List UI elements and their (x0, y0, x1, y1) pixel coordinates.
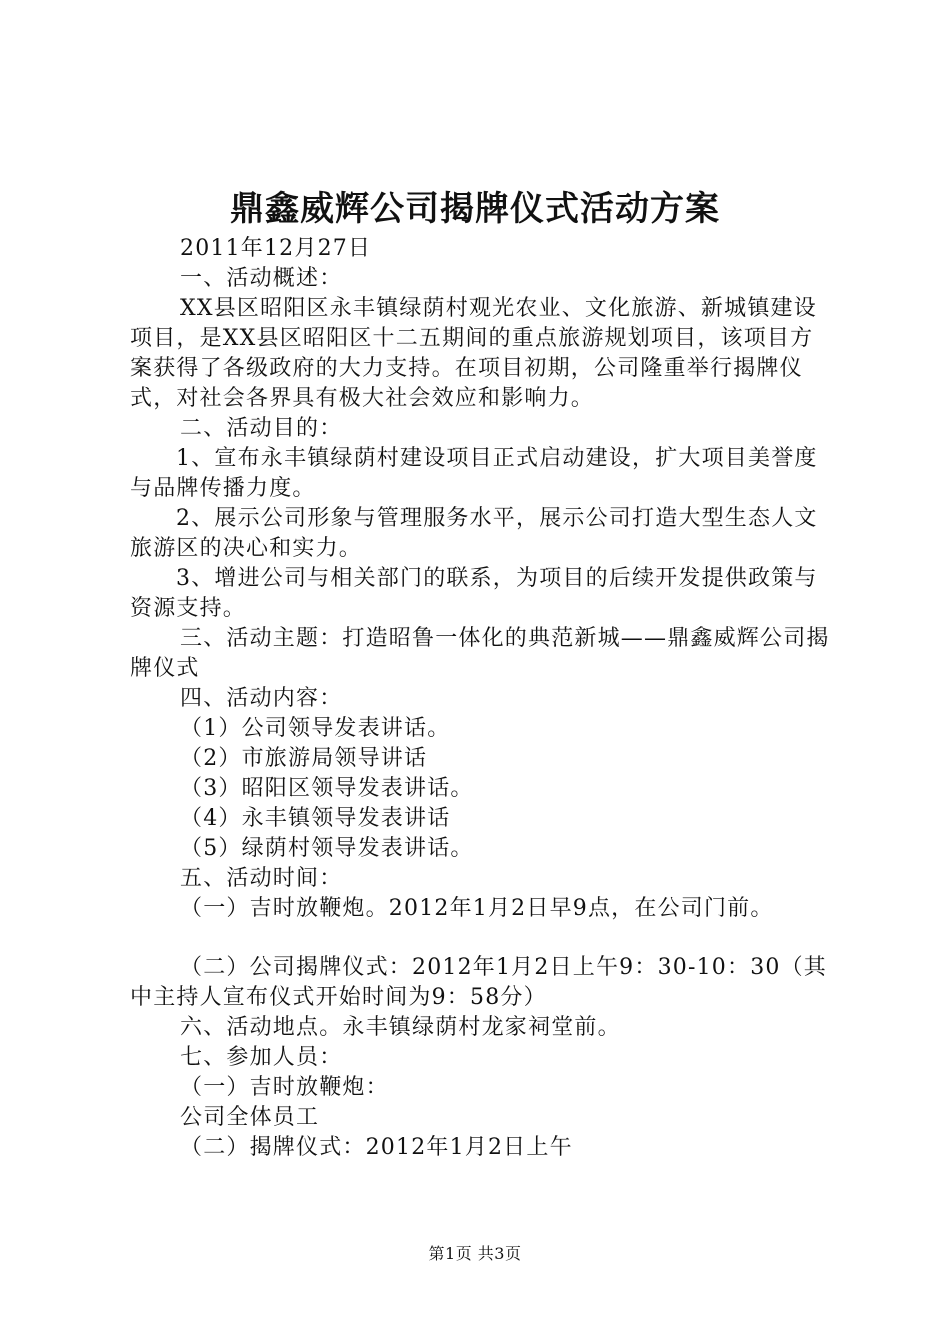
attendees-item-1-detail: 公司全体员工 (180, 1105, 320, 1130)
time-item-1: （一）吉时放鞭炮。2012年1月2日早9点，在公司门前。 (180, 896, 774, 921)
overview-paragraph: XX县区昭阳区永丰镇绿荫村观光农业、文化旅游、新城镇建设项目，是XX县区昭阳区十二五期间的重点旅游规划项目，该项目方案获得了各级政府的大力支持。在项目初期，公司隆重举行揭牌仪式，对社会各界具有极大社会效应和影响力。 (130, 296, 817, 411)
section-heading-overview: 一、活动概述： (180, 266, 343, 291)
attendees-item-2: （二）揭牌仪式：2012年1月2日上午 (180, 1135, 573, 1160)
page-indicator: 第1页 共3页 (428, 1244, 522, 1263)
section-heading-time: 五、活动时间： (180, 866, 343, 891)
content-item-4: （4）永丰镇领导发表讲话 (180, 806, 451, 831)
purpose-item-2: 2、展示公司形象与管理服务水平，展示公司打造大型生态人文旅游区的决心和实力。 (130, 506, 818, 561)
section-heading-theme: 三、活动主题：打造昭鲁一体化的典范新城——鼎鑫威辉公司揭牌仪式 (130, 626, 830, 681)
purpose-item-3: 3、增进公司与相关部门的联系，为项目的后续开发提供政策与资源支持。 (130, 566, 818, 621)
blank-line (130, 924, 830, 953)
content-item-5: （5）绿荫村领导发表讲话。 (180, 836, 474, 861)
section-heading-location: 六、活动地点。永丰镇绿荫村龙家祠堂前。 (180, 1015, 621, 1040)
content-item-1: （1）公司领导发表讲话。 (180, 716, 451, 741)
document-body (130, 234, 830, 1163)
content-item-3: （3）昭阳区领导发表讲话。 (180, 776, 474, 801)
document-title: 鼎鑫威辉公司揭牌仪式活动方案 (230, 189, 720, 229)
section-heading-attendees: 七、参加人员： (180, 1045, 343, 1070)
document-date: 2011年12月27日 (180, 236, 372, 261)
content-item-2: （2）市旅游局领导讲话 (180, 746, 428, 771)
section-heading-content: 四、活动内容： (180, 686, 343, 711)
time-item-2: （二）公司揭牌仪式：2012年1月2日上午9：30-10：30（其中主持人宣布仪式开始时间为9：58分） (130, 955, 827, 1010)
purpose-item-1: 1、宣布永丰镇绿荫村建设项目正式启动建设，扩大项目美誉度与品牌传播力度。 (130, 446, 818, 501)
attendees-item-1: （一）吉时放鞭炮： (180, 1075, 389, 1100)
section-heading-purpose: 二、活动目的： (180, 416, 343, 441)
